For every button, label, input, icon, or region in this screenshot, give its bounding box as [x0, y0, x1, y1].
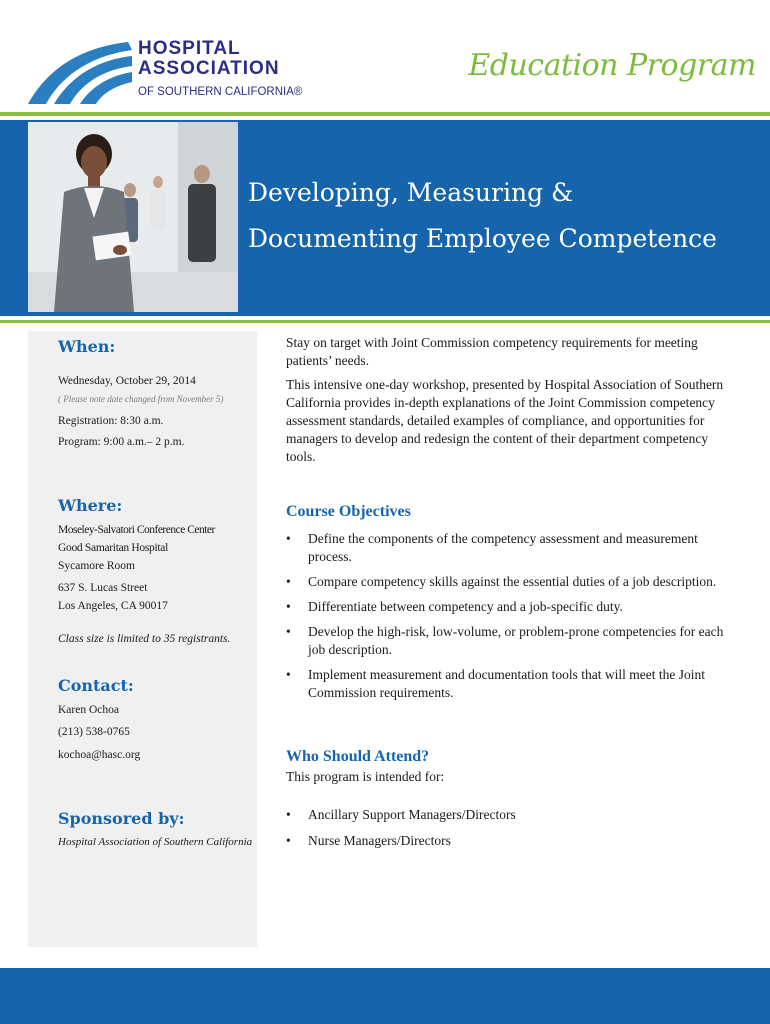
where-heading: Where: — [58, 496, 123, 515]
logo-line-hospital: HOSPITAL — [138, 38, 241, 59]
course-title — [248, 170, 758, 262]
intro-paragraph-2: This intensive one-day workshop, presented by Hospital Association of Southern California provides in-depth explanations of the Joint Commission competency assessment standards, detailed examples of compliance, and opportunities for managers to develop and redesign the content of their department competency tools. — [286, 377, 724, 464]
sponsored-heading: Sponsored by: — [58, 809, 185, 828]
hasc-logo — [28, 38, 308, 104]
attendees-list — [286, 806, 736, 850]
venue-name: Moseley-Salvatori Conference Center — [58, 524, 215, 536]
event-details-sidebar — [28, 331, 257, 947]
contact-phone: (213) 538-0765 — [58, 726, 130, 738]
hero-photo — [28, 122, 238, 312]
attend-intro: This program is intended for: — [286, 769, 445, 784]
logo-line-association: ASSOCIATION — [138, 58, 280, 79]
list-item: • Develop the high-risk, low-volume, or problem-prone competencies for each job description. — [286, 623, 736, 659]
contact-name: Karen Ochoa — [58, 704, 119, 716]
businesswoman-photo-icon — [28, 122, 238, 312]
objectives-list — [286, 530, 736, 702]
when-heading: When: — [58, 337, 116, 356]
footer-bar — [0, 968, 770, 1024]
sponsor-name: Hospital Association of Southern California — [58, 836, 253, 848]
city-address: Los Angeles, CA 90017 — [58, 600, 168, 612]
list-item: • Ancillary Support Managers/Directors — [286, 806, 736, 824]
list-item: • Differentiate between competency and a job-specific duty. — [286, 598, 736, 616]
hospital-name: Good Samaritan Hospital — [58, 542, 168, 554]
hasc-logo-mark-icon — [28, 38, 132, 104]
room-name: Sycamore Room — [58, 560, 135, 572]
contact-email[interactable]: kochoa@hasc.org — [58, 749, 141, 761]
list-item: • Compare competency skills against the essential duties of a job description. — [286, 573, 736, 591]
education-program-label: Education Program — [468, 48, 756, 83]
program-time: Program: 9:00 a.m.– 2 p.m. — [58, 436, 185, 448]
list-item: • Define the components of the competency assessment and measurement process. — [286, 530, 736, 566]
banner-divider — [0, 320, 770, 323]
course-title-line2: Documenting Employee Competence — [248, 224, 717, 253]
course-title-line1: Developing, Measuring & — [248, 178, 574, 207]
logo-line-region: OF SOUTHERN CALIFORNIA® — [138, 86, 303, 98]
date-change-note: ( Please note date changed from November 5) — [58, 394, 224, 404]
list-item: • Nurse Managers/Directors — [286, 832, 736, 850]
intro-paragraph-1: Stay on target with Joint Commission competency requirements for meeting patients’ needs. — [286, 335, 698, 368]
who-should-attend-heading: Who Should Attend? — [286, 748, 430, 765]
event-date: Wednesday, October 29, 2014 — [58, 375, 196, 387]
class-size-note: Class size is limited to 35 registrants. — [58, 633, 231, 645]
header-divider — [0, 112, 770, 116]
list-item: • Implement measurement and documentation tools that will meet the Joint Commission requirements. — [286, 666, 736, 702]
registration-time: Registration: 8:30 a.m. — [58, 415, 164, 427]
street-address: 637 S. Lucas Street — [58, 582, 148, 594]
course-objectives-heading: Course Objectives — [286, 503, 411, 520]
contact-heading: Contact: — [58, 676, 134, 695]
